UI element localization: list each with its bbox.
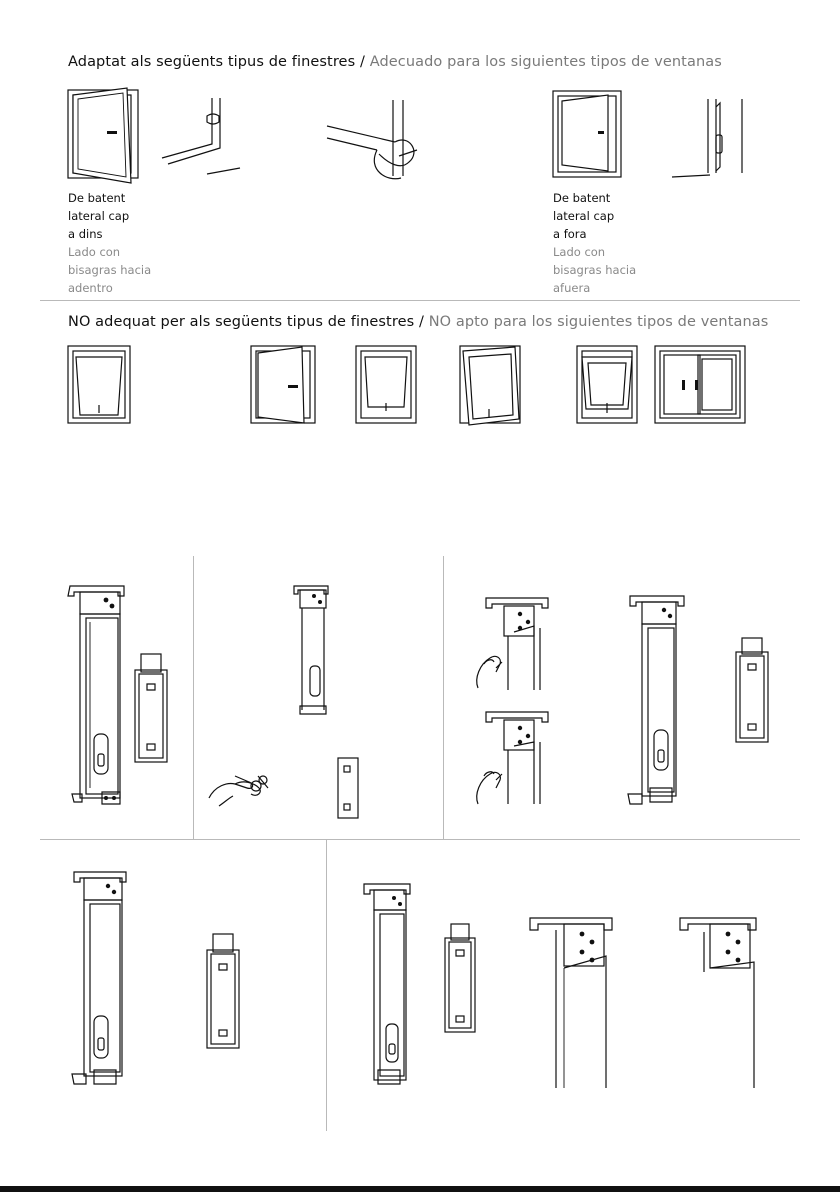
heading-separator: / [359,54,365,70]
not-suitable-heading-ca: NO adequat per als següents tipus de finestres [68,314,415,330]
sliding-window-icon [654,345,748,425]
window-bracket-icon [68,866,134,1092]
heading-separator: / [418,314,424,330]
outward-caption-es-2: bisagras hacia [553,263,637,277]
suitable-heading-ca: Adaptat als següents tipus de finestres [68,54,356,70]
bracket-insert-icon [336,756,360,820]
section-divider [40,300,800,301]
not-suitable-heading [68,314,768,330]
suitable-heading-es: Adecuado para los siguientes tipos de ventanas [369,54,722,70]
outward-window-icon [552,89,624,181]
hose-outlet-icon [325,98,425,178]
window-corner-icon [670,97,750,179]
window-bracket-icon [360,878,416,1094]
top-hung-window-icon [355,345,419,425]
panel-divider [443,556,444,839]
inward-caption [68,189,151,297]
inward-caption-es-1: Lado con [68,245,121,259]
hand-icon [474,648,514,692]
inward-caption-ca-2: lateral cap [68,209,130,223]
pivot-window-icon [459,345,523,427]
bracket-insert-icon [443,922,479,1034]
panel-divider [326,839,327,1131]
window-bracket-icon [526,910,618,1090]
window-bracket-icon [62,578,130,814]
inward-caption-es-2: bisagras hacia [68,263,152,277]
window-bracket-icon [624,588,694,810]
inward-window-icon [67,87,139,187]
outward-caption-ca-3: a fora [553,227,587,241]
outward-caption-es-1: Lado con [553,245,606,259]
outward-caption-es-3: afuera [553,281,591,295]
suitable-heading [68,54,722,70]
inward-caption-es-3: adentro [68,281,113,295]
bracket-insert-icon [205,932,243,1050]
panel-divider [193,556,194,839]
window-bracket-icon [676,910,760,1090]
scissors-icon [248,772,270,794]
hand-icon [474,760,514,808]
bottom-bar [0,1186,840,1192]
section-divider [40,839,800,840]
outward-caption-ca-2: lateral cap [553,209,615,223]
inward-caption-ca-1: De batent [68,191,126,205]
window-corner-icon [160,96,245,178]
inward-caption-ca-3: a dins [68,227,103,241]
outward-caption-ca-1: De batent [553,191,611,205]
bracket-insert-icon [133,652,171,764]
awning-window-icon [67,345,133,425]
window-bracket-icon [290,580,332,720]
tilt-turn-window-icon [250,345,318,425]
outward-caption [553,189,636,297]
not-suitable-heading-es: NO apto para los siguientes tipos de ventanas [428,314,769,330]
bracket-insert-icon [734,636,772,744]
awning-window-icon [576,345,640,425]
